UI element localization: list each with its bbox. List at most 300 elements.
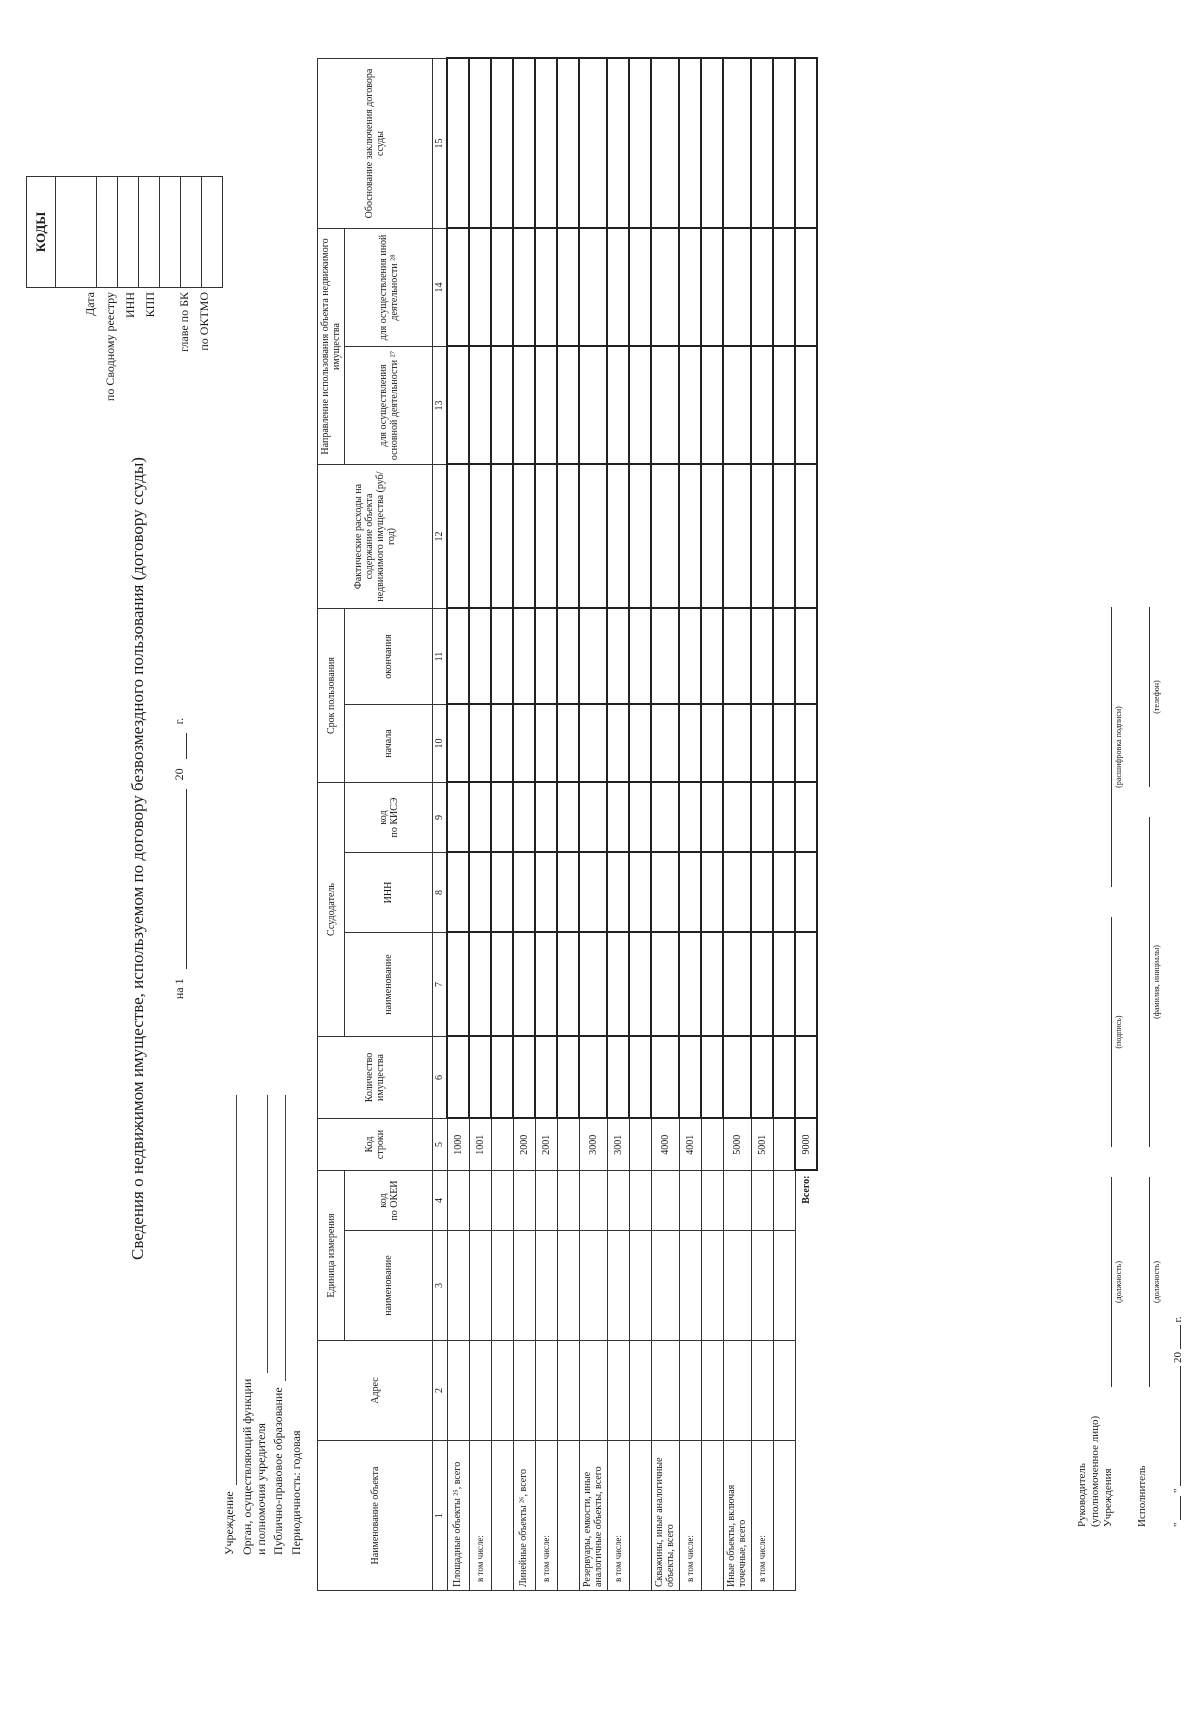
table-row <box>513 58 535 1590</box>
table-cell[interactable] <box>773 1231 795 1341</box>
table-cell[interactable] <box>723 1171 751 1231</box>
table-cell[interactable] <box>651 58 679 228</box>
table-cell[interactable] <box>651 853 679 933</box>
table-cell[interactable] <box>557 347 579 465</box>
row-object-name <box>557 1441 579 1591</box>
row-object-name <box>629 1441 651 1591</box>
table-cell[interactable] <box>701 933 723 1037</box>
table-cell[interactable] <box>629 1171 651 1231</box>
table-cell[interactable] <box>491 347 513 465</box>
table-cell[interactable] <box>579 705 607 783</box>
code-label-inn: ИНН <box>123 292 137 318</box>
table-cell[interactable] <box>651 347 679 465</box>
col-number: 8 <box>433 853 448 933</box>
table-cell[interactable] <box>701 1341 723 1441</box>
table-cell[interactable] <box>557 1171 579 1231</box>
table-cell[interactable] <box>679 783 701 853</box>
table-cell[interactable] <box>513 783 535 853</box>
table-cell[interactable] <box>651 228 679 346</box>
table-cell[interactable] <box>469 465 491 609</box>
table-cell[interactable] <box>513 1171 535 1231</box>
table-cell[interactable] <box>447 228 469 346</box>
table-cell[interactable] <box>751 1231 773 1341</box>
row-code: 3001 <box>607 1119 629 1171</box>
table-cell[interactable] <box>469 228 491 346</box>
row-code: 4000 <box>651 1119 679 1171</box>
table-cell[interactable] <box>751 1037 773 1119</box>
table-cell[interactable] <box>629 933 651 1037</box>
table-cell[interactable] <box>607 465 629 609</box>
table-cell[interactable] <box>469 1171 491 1231</box>
row-code <box>701 1119 723 1171</box>
table-cell[interactable] <box>701 705 723 783</box>
table-cell[interactable] <box>651 609 679 705</box>
table-cell[interactable] <box>607 783 629 853</box>
table-cell[interactable] <box>535 347 557 465</box>
total-cell[interactable] <box>795 465 817 609</box>
row-object-name <box>773 1441 795 1591</box>
table-cell[interactable] <box>491 783 513 853</box>
table-cell[interactable] <box>491 1037 513 1119</box>
table-cell[interactable] <box>751 853 773 933</box>
table-cell[interactable] <box>491 228 513 346</box>
table-cell[interactable] <box>491 933 513 1037</box>
table-cell[interactable] <box>579 1341 607 1441</box>
table-cell[interactable] <box>751 465 773 609</box>
table-cell[interactable] <box>557 609 579 705</box>
table-cell[interactable] <box>723 933 751 1037</box>
table-cell[interactable] <box>535 1171 557 1231</box>
table-cell[interactable] <box>607 705 629 783</box>
table-cell[interactable] <box>469 933 491 1037</box>
table-row <box>773 58 795 1590</box>
date-day-field[interactable] <box>1180 1496 1181 1520</box>
table-cell[interactable] <box>773 465 795 609</box>
table-cell[interactable] <box>773 705 795 783</box>
total-cell[interactable] <box>795 1037 817 1119</box>
header-field-institution <box>223 1095 237 1555</box>
table-cell[interactable] <box>751 609 773 705</box>
table-cell[interactable] <box>607 228 629 346</box>
total-cell[interactable] <box>795 347 817 465</box>
total-cell[interactable] <box>795 853 817 933</box>
table-cell[interactable] <box>629 609 651 705</box>
table-cell[interactable] <box>491 1171 513 1231</box>
period-year-prefix: 20 <box>172 768 186 781</box>
date-year-field[interactable] <box>1180 1325 1181 1349</box>
code-label-date: Дата <box>83 292 97 316</box>
th-unit-group: Единица измерения <box>318 1171 345 1341</box>
table-cell[interactable] <box>701 347 723 465</box>
col-number: 11 <box>433 609 448 705</box>
total-code: 9000 <box>795 1119 817 1171</box>
period-year-suffix: г. <box>172 717 186 725</box>
table-cell[interactable] <box>513 609 535 705</box>
caption-signature: (подпись) <box>1114 1015 1123 1049</box>
table-cell[interactable] <box>773 933 795 1037</box>
table-cell[interactable] <box>701 1231 723 1341</box>
table-cell[interactable] <box>469 347 491 465</box>
table-cell[interactable] <box>535 1037 557 1119</box>
table-cell[interactable] <box>723 228 751 346</box>
table-cell[interactable] <box>491 465 513 609</box>
table-cell[interactable] <box>579 783 607 853</box>
header-label-institution: Учреждение <box>222 1491 236 1555</box>
table-cell[interactable] <box>579 465 607 609</box>
table-cell[interactable] <box>651 933 679 1037</box>
table-cell[interactable] <box>723 853 751 933</box>
table-cell[interactable] <box>579 228 607 346</box>
table-cell[interactable] <box>535 228 557 346</box>
table-cell[interactable] <box>651 1231 679 1341</box>
col-number: 6 <box>433 1037 448 1119</box>
executor-position-line[interactable] <box>1148 1177 1150 1387</box>
table-cell[interactable] <box>773 609 795 705</box>
table-cell[interactable] <box>557 933 579 1037</box>
table-cell[interactable] <box>557 228 579 346</box>
row-code: 3000 <box>579 1119 607 1171</box>
codes-table <box>26 176 223 288</box>
table-cell[interactable] <box>723 1037 751 1119</box>
total-label: Всего: <box>800 1175 812 1204</box>
period-year-field[interactable] <box>174 733 187 759</box>
table-cell[interactable] <box>773 228 795 346</box>
table-cell[interactable] <box>679 1231 701 1341</box>
table-cell[interactable] <box>579 853 607 933</box>
row-code: 2000 <box>513 1119 535 1171</box>
table-cell[interactable] <box>773 347 795 465</box>
table-cell[interactable] <box>751 783 773 853</box>
document-title: Сведения о недвижимом имуществе, используемом по договору безвозмездного пользования (договору ссуды) <box>128 457 147 1260</box>
table-cell[interactable] <box>701 465 723 609</box>
table-cell[interactable] <box>723 347 751 465</box>
table-cell[interactable] <box>679 347 701 465</box>
col-number: 3 <box>433 1231 448 1341</box>
table-cell[interactable] <box>651 783 679 853</box>
table-cell[interactable] <box>607 853 629 933</box>
table-cell[interactable] <box>607 1341 629 1441</box>
table-cell[interactable] <box>629 1341 651 1441</box>
table-cell[interactable] <box>651 1171 679 1231</box>
table-cell[interactable] <box>447 465 469 609</box>
table-cell[interactable] <box>469 1341 491 1441</box>
table-cell[interactable] <box>651 1341 679 1441</box>
table-cell[interactable] <box>773 783 795 853</box>
table-cell[interactable] <box>469 705 491 783</box>
table-cell[interactable] <box>579 1231 607 1341</box>
table-cell[interactable] <box>679 228 701 346</box>
header-field-founder <box>241 1095 269 1555</box>
executor-phone-line[interactable] <box>1148 607 1150 787</box>
code-cell-registry[interactable] <box>97 177 118 288</box>
table-cell[interactable] <box>679 609 701 705</box>
table-cell[interactable] <box>701 783 723 853</box>
code-cell-kpp[interactable] <box>139 177 160 288</box>
table-cell[interactable] <box>773 1171 795 1231</box>
th-unit-name: наименование <box>345 1231 433 1341</box>
table-cell[interactable] <box>447 609 469 705</box>
table-cell[interactable] <box>579 347 607 465</box>
table-cell[interactable] <box>701 1171 723 1231</box>
period-date-field[interactable] <box>174 789 187 969</box>
row-object-name: Скважины, иные аналогичные объекты, всего <box>651 1441 679 1591</box>
table-cell[interactable] <box>557 705 579 783</box>
table-cell[interactable] <box>607 58 629 228</box>
table-cell[interactable] <box>751 58 773 228</box>
row-code: 1000 <box>447 1119 469 1171</box>
total-cell[interactable] <box>795 783 817 853</box>
table-cell[interactable] <box>491 853 513 933</box>
row-object-name: Линейные объекты ²⁶, всего <box>513 1441 535 1591</box>
table-cell[interactable] <box>679 853 701 933</box>
header-fields <box>223 1095 308 1555</box>
th-borrower-group: Ссудодатель <box>318 783 345 1037</box>
code-label-kpp: КПП <box>143 292 157 318</box>
signature-date <box>1172 1316 1185 1527</box>
founder-input[interactable] <box>255 1095 268 1373</box>
table-cell[interactable] <box>513 347 535 465</box>
caption-fio: (фамилия, инициалы) <box>1152 945 1161 1019</box>
table-cell[interactable] <box>513 853 535 933</box>
table-cell[interactable] <box>513 705 535 783</box>
table-cell[interactable] <box>535 465 557 609</box>
table-cell[interactable] <box>447 1341 469 1441</box>
code-cell-inn[interactable] <box>118 177 139 288</box>
executor-fio-line[interactable] <box>1148 817 1150 1147</box>
table-row <box>557 58 579 1590</box>
row-object-name: в том числе: <box>469 1441 491 1591</box>
table-cell[interactable] <box>751 705 773 783</box>
entity-input[interactable] <box>273 1095 286 1381</box>
table-cell[interactable] <box>491 1231 513 1341</box>
table-cell[interactable] <box>723 465 751 609</box>
table-cell[interactable] <box>679 1037 701 1119</box>
table-cell[interactable] <box>447 1231 469 1341</box>
row-code: 4001 <box>679 1119 701 1171</box>
table-cell[interactable] <box>607 609 629 705</box>
total-cell[interactable] <box>795 58 817 228</box>
table-cell[interactable] <box>607 1231 629 1341</box>
total-cell[interactable] <box>795 933 817 1037</box>
table-cell[interactable] <box>723 1231 751 1341</box>
th-unit-code: код по ОКЕИ <box>345 1171 433 1231</box>
code-cell-oktmo[interactable] <box>202 177 223 288</box>
table-cell[interactable] <box>679 465 701 609</box>
table-cell[interactable] <box>651 465 679 609</box>
table-cell[interactable] <box>629 1231 651 1341</box>
table-cell[interactable] <box>469 58 491 228</box>
col-number: 7 <box>433 933 448 1037</box>
table-cell[interactable] <box>447 1171 469 1231</box>
row-code <box>629 1119 651 1171</box>
table-cell[interactable] <box>751 1171 773 1231</box>
table-cell[interactable] <box>513 58 535 228</box>
table-row <box>447 58 469 1590</box>
total-cell[interactable] <box>795 228 817 346</box>
table-cell[interactable] <box>679 705 701 783</box>
header-field-periodicity <box>290 1095 304 1555</box>
table-cell[interactable] <box>773 58 795 228</box>
table-cell[interactable] <box>469 609 491 705</box>
table-cell[interactable] <box>513 1341 535 1441</box>
period-prefix: на 1 <box>172 978 186 1000</box>
col-number: 4 <box>433 1171 448 1231</box>
table-cell[interactable] <box>773 1037 795 1119</box>
table-cell[interactable] <box>447 1037 469 1119</box>
table-cell[interactable] <box>723 609 751 705</box>
table-cell[interactable] <box>535 783 557 853</box>
table-cell[interactable] <box>469 853 491 933</box>
head-position-line[interactable] <box>1110 1177 1112 1387</box>
table-cell[interactable] <box>469 783 491 853</box>
table-cell[interactable] <box>579 609 607 705</box>
table-cell[interactable] <box>579 1171 607 1231</box>
table-cell[interactable] <box>535 58 557 228</box>
table-cell[interactable] <box>607 347 629 465</box>
col-number: 1 <box>433 1441 448 1591</box>
caption-position: (должность) <box>1114 1261 1123 1303</box>
table-cell[interactable] <box>679 58 701 228</box>
table-cell[interactable] <box>491 609 513 705</box>
table-cell[interactable] <box>491 705 513 783</box>
table-cell[interactable] <box>535 705 557 783</box>
row-object-name: в том числе: <box>535 1441 557 1591</box>
table-cell[interactable] <box>447 783 469 853</box>
table-cell[interactable] <box>557 1231 579 1341</box>
table-cell[interactable] <box>535 1341 557 1441</box>
table-cell[interactable] <box>701 228 723 346</box>
table-cell[interactable] <box>491 1341 513 1441</box>
table-row <box>629 58 651 1590</box>
table-cell[interactable] <box>469 1231 491 1341</box>
table-cell[interactable] <box>557 1037 579 1119</box>
table-row <box>751 58 773 1590</box>
head-signature-line[interactable] <box>1110 917 1112 1147</box>
table-cell[interactable] <box>607 1037 629 1119</box>
table-cell[interactable] <box>629 347 651 465</box>
table-cell[interactable] <box>751 228 773 346</box>
table-row <box>701 58 723 1590</box>
table-cell[interactable] <box>679 1341 701 1441</box>
table-cell[interactable] <box>723 705 751 783</box>
table-cell[interactable] <box>557 465 579 609</box>
table-cell[interactable] <box>447 347 469 465</box>
table-cell[interactable] <box>557 783 579 853</box>
header-field-entity <box>272 1095 286 1555</box>
table-cell[interactable] <box>773 1341 795 1441</box>
row-object-name: Резервуары, емкости, иные аналогичные объекты, всего <box>579 1441 607 1591</box>
table-cell[interactable] <box>751 933 773 1037</box>
table-cell[interactable] <box>447 58 469 228</box>
table-cell[interactable] <box>679 933 701 1037</box>
table-cell[interactable] <box>629 58 651 228</box>
total-cell[interactable] <box>795 705 817 783</box>
table-cell[interactable] <box>535 1231 557 1341</box>
table-cell[interactable] <box>579 58 607 228</box>
table-cell[interactable] <box>579 933 607 1037</box>
code-cell-date[interactable] <box>56 177 97 288</box>
table-cell[interactable] <box>535 853 557 933</box>
table-cell[interactable] <box>557 853 579 933</box>
table-cell[interactable] <box>701 609 723 705</box>
table-cell[interactable] <box>557 1341 579 1441</box>
total-spacer <box>795 1231 817 1341</box>
table-cell[interactable] <box>629 783 651 853</box>
table-cell[interactable] <box>513 1231 535 1341</box>
code-label-oktmo: по ОКТМО <box>197 292 211 351</box>
table-cell[interactable] <box>557 58 579 228</box>
table-cell[interactable] <box>629 1037 651 1119</box>
table-cell[interactable] <box>701 1037 723 1119</box>
table-cell[interactable] <box>723 58 751 228</box>
table-cell[interactable] <box>701 58 723 228</box>
table-cell[interactable] <box>447 933 469 1037</box>
table-cell[interactable] <box>491 58 513 228</box>
head-signatory-label: Руководитель (уполномоченное лицо) Учреждения <box>1076 1415 1115 1527</box>
row-object-name: Площадные объекты ²⁵, всего <box>447 1441 469 1591</box>
th-quantity: Количество имущества <box>318 1037 433 1119</box>
code-cell-bk[interactable] <box>181 177 202 288</box>
table-cell[interactable] <box>629 228 651 346</box>
row-object-name: в том числе: <box>607 1441 629 1591</box>
table-cell[interactable] <box>723 1341 751 1441</box>
row-code: 1001 <box>469 1119 491 1171</box>
head-decoding-line[interactable] <box>1110 607 1112 887</box>
table-cell[interactable] <box>469 1037 491 1119</box>
date-month-field[interactable] <box>1180 1366 1181 1486</box>
table-cell[interactable] <box>701 853 723 933</box>
table-row <box>607 58 629 1590</box>
table-row <box>469 58 491 1590</box>
table-row <box>491 58 513 1590</box>
table-cell[interactable] <box>513 1037 535 1119</box>
table-cell[interactable] <box>607 933 629 1037</box>
code-label-bk: главе по БК <box>177 292 191 352</box>
col-number: 12 <box>433 465 448 609</box>
table-cell[interactable] <box>751 1341 773 1441</box>
table-cell[interactable] <box>629 853 651 933</box>
row-object-name <box>701 1441 723 1591</box>
institution-input[interactable] <box>224 1095 237 1485</box>
table-cell[interactable] <box>679 1171 701 1231</box>
total-cell[interactable] <box>795 609 817 705</box>
table-cell[interactable] <box>773 853 795 933</box>
table-row <box>723 58 751 1590</box>
table-cell[interactable] <box>751 347 773 465</box>
table-cell[interactable] <box>629 465 651 609</box>
table-cell[interactable] <box>513 228 535 346</box>
codes-header: КОДЫ <box>27 177 56 288</box>
table-cell[interactable] <box>629 705 651 783</box>
table-cell[interactable] <box>651 1037 679 1119</box>
table-cell[interactable] <box>447 853 469 933</box>
table-cell[interactable] <box>651 705 679 783</box>
table-cell[interactable] <box>513 933 535 1037</box>
row-code: 5000 <box>723 1119 751 1171</box>
table-cell[interactable] <box>723 783 751 853</box>
column-numbers-row <box>433 58 448 1590</box>
header-label-periodicity: Периодичность: годовая <box>289 1430 304 1555</box>
table-cell[interactable] <box>535 933 557 1037</box>
table-cell[interactable] <box>607 1171 629 1231</box>
row-code: 2001 <box>535 1119 557 1171</box>
table-cell[interactable] <box>535 609 557 705</box>
table-cell[interactable] <box>579 1037 607 1119</box>
table-cell[interactable] <box>513 465 535 609</box>
code-cell-empty[interactable] <box>160 177 181 288</box>
code-label-registry: по Сводному реестру <box>103 292 117 402</box>
table-cell[interactable] <box>447 705 469 783</box>
